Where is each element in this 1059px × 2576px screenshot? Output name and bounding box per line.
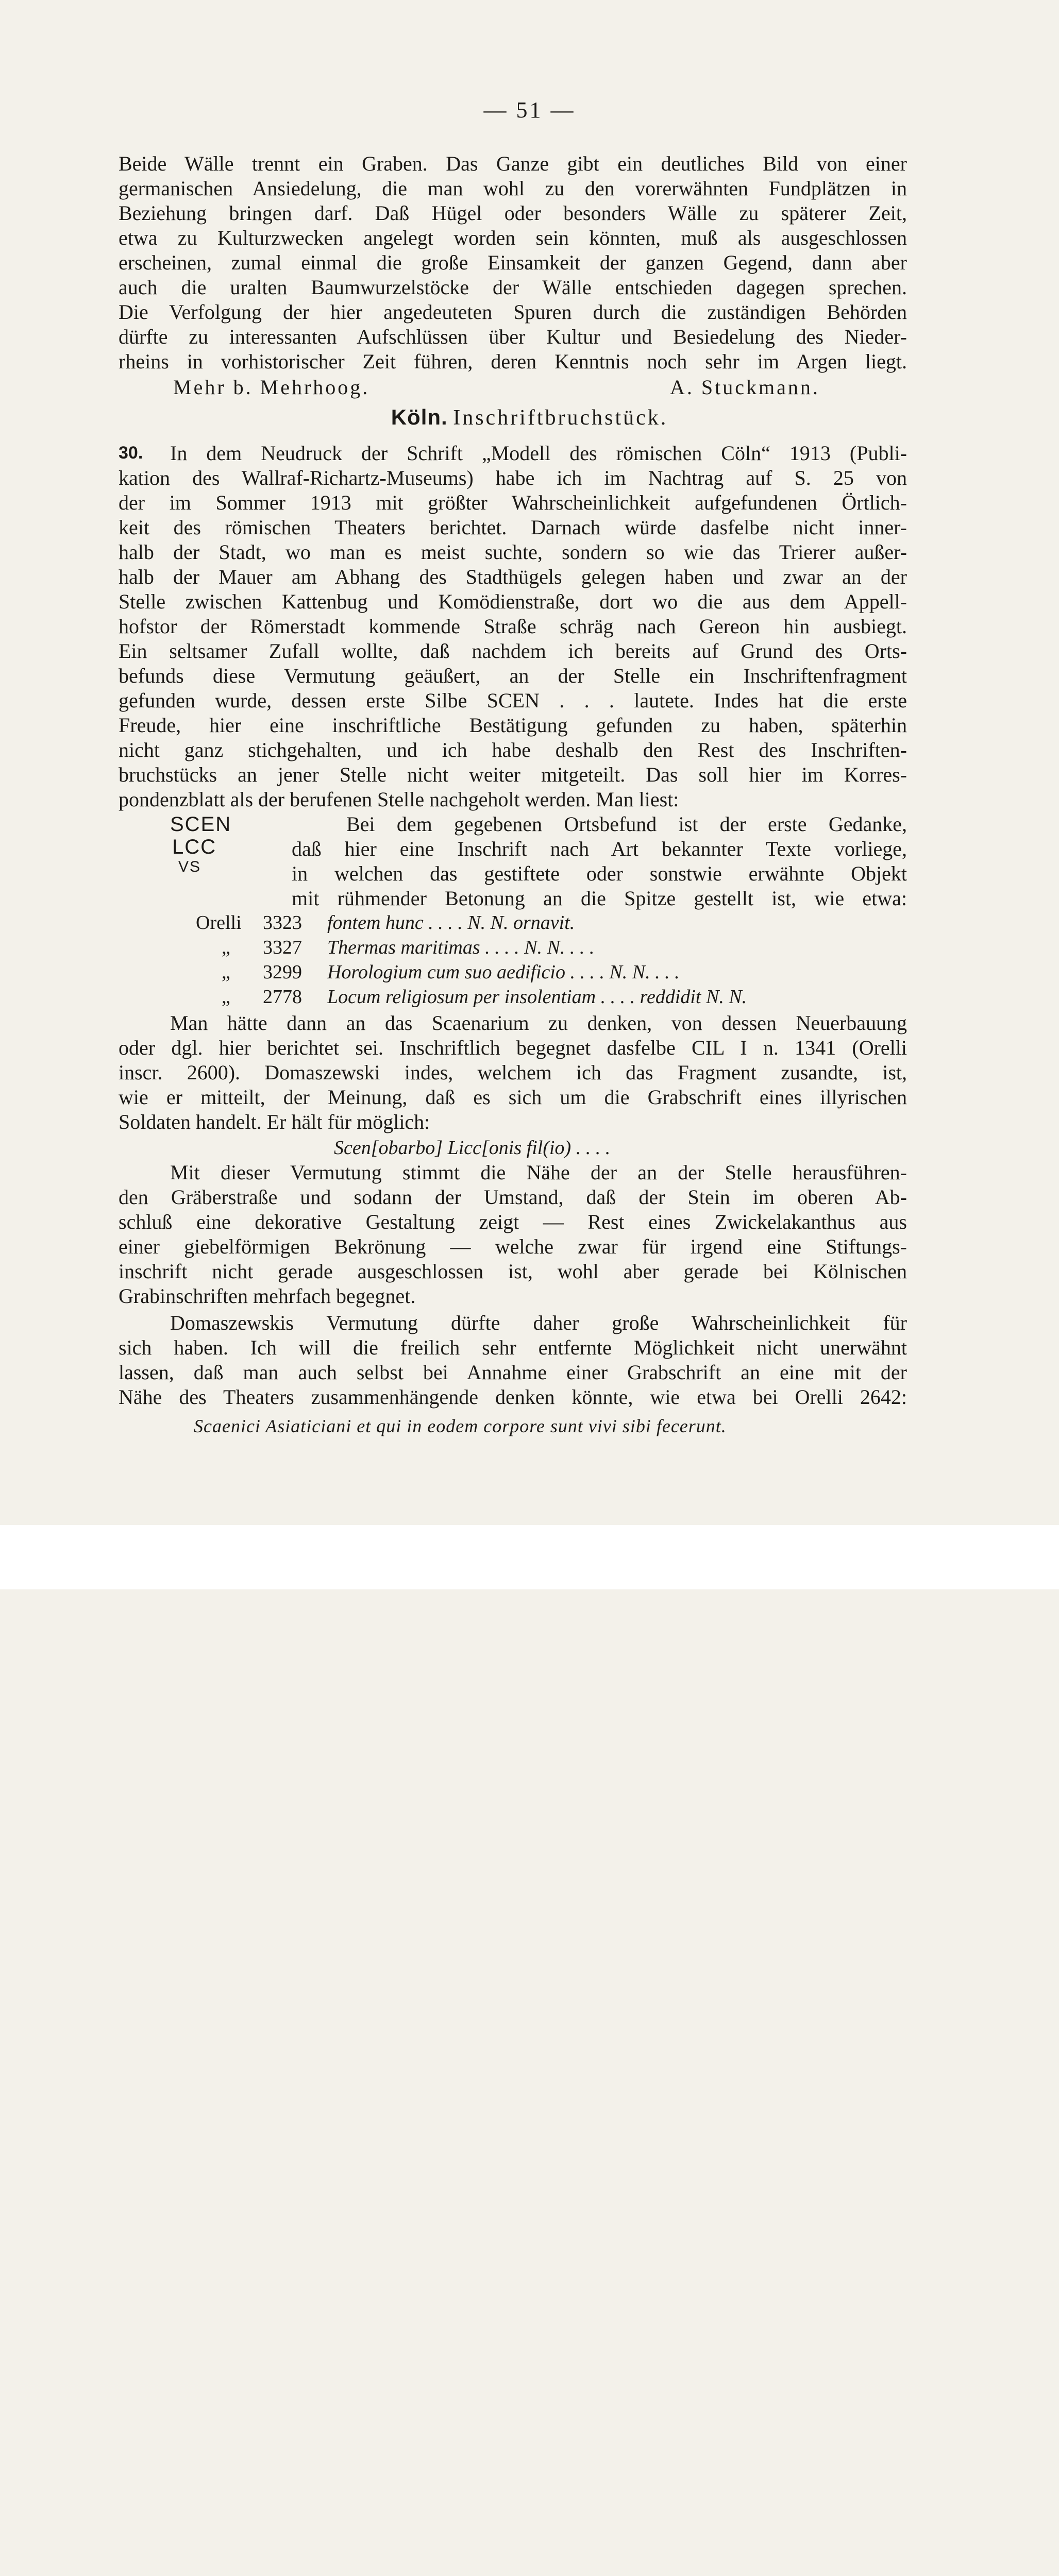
para2-line-1: In dem Neudruck der Schrift „Modell des römischen Cöln“ 1913 (Publi-	[170, 442, 907, 465]
citation-ref-4: „	[222, 986, 230, 1008]
para4-line-3: schluß eine dekorative Gestaltung zeigt — Rest eines Zwickelakanthus aus	[119, 1210, 907, 1233]
heading-subject: Inschriftbruchstück.	[453, 406, 668, 430]
citation-text-1: fontem hunc . . . . N. N. ornavit.	[327, 912, 575, 934]
para3-line-5: Soldaten handelt. Er hält für möglich:	[119, 1110, 430, 1133]
para3-line-4: wie er mitteilt, der Meinung, daß es sich um die Grabschrift eines illyrischen	[119, 1086, 907, 1109]
para2-line-7: Stelle zwischen Kattenbug und Komödienstraße, dort wo die aus dem Appell-	[119, 590, 907, 613]
signature-place: Mehr b. Mehrhoog.	[173, 376, 370, 399]
para5-line-1: Domaszewskis Vermutung dürfte daher große Wahrscheinlichkeit für	[170, 1311, 907, 1334]
para1-line-4: etwa zu Kulturzwecken angelegt worden sein könnten, muß als ausgeschlossen	[119, 226, 907, 249]
heading-city: Köln.	[391, 405, 448, 429]
para3-line-3: inscr. 2600). Domaszewski indes, welchem ich das Fragment zusandte, ist,	[119, 1061, 907, 1084]
fragment-text-line-4: mit rühmender Betonung an die Spitze gestellt ist, wie etwa:	[292, 887, 907, 910]
fragment-line-1: SCEN	[170, 813, 232, 836]
fragment-line-2: LCC	[172, 836, 217, 858]
section-heading	[0, 405, 1059, 430]
fragment-text-line-3: in welchen das gestiftete oder sonstwie erwähnte Objekt	[292, 862, 907, 885]
fragment-text-line-2: daß hier eine Inschrift nach Art bekannter Texte vorliege,	[292, 837, 907, 860]
signature-author: A. Stuckmann.	[670, 376, 820, 399]
restoration-formula: Scen[obarbo] Licc[onis fil(io) . . . .	[334, 1137, 611, 1159]
para2-line-12: Freude, hier eine inschriftliche Bestätigung gefunden zu haben, späterhin	[119, 714, 907, 737]
para2-line-6: halb der Mauer am Abhang des Stadthügels gelegen haben und zwar an der	[119, 565, 907, 588]
para1-line-9: rheins in vorhistorischer Zeit führen, deren Kenntnis noch sehr im Argen liegt.	[119, 350, 907, 373]
citation-ref-2: „	[222, 937, 230, 958]
para1-line-5: erscheinen, zumal einmal die große Einsamkeit der ganzen Gegend, dann aber	[119, 251, 907, 274]
para2-line-15: pondenzblatt als der berufenen Stelle nachgeholt werden. Man liest:	[119, 788, 679, 811]
para4-line-1: Mit dieser Vermutung stimmt die Nähe der an der Stelle herausführen-	[170, 1161, 907, 1184]
para2-line-4: keit des römischen Theaters berichtet. Darnach würde dasfelbe nicht inner-	[119, 516, 907, 539]
para2-line-11: gefunden wurde, dessen erste Silbe SCEN . . . lautete. Indes hat die erste	[119, 689, 907, 712]
inscription-fragment	[170, 813, 231, 876]
para1-line-2: germanischen Ansiedelung, die man wohl zu den vorerwähnten Fundplätzen in	[119, 177, 907, 200]
para5-line-3: lassen, daß man auch selbst bei Annahme einer Grabschrift an eine mit der	[119, 1361, 907, 1384]
citation-num-4: 2778	[263, 986, 302, 1008]
para2-line-10: befunds diese Vermutung geäußert, an der Stelle ein Inschriftenfragment	[119, 664, 907, 687]
para1-line-1: Beide Wälle trennt ein Graben. Das Ganze gibt ein deutliches Bild von einer	[119, 152, 907, 175]
citation-text-3: Horologium cum suo aedificio . . . . N. N. . . .	[327, 961, 680, 983]
citation-num-3: 3299	[263, 961, 302, 983]
para4-line-6: Grabinschriften mehrfach begegnet.	[119, 1284, 416, 1308]
para1-line-3: Beziehung bringen darf. Daß Hügel oder besonders Wälle zu späterer Zeit,	[119, 201, 907, 225]
citation-text-4: Locum religiosum per insolentiam . . . . reddidit N. N.	[327, 986, 747, 1008]
citation-num-2: 3327	[263, 937, 302, 958]
para2-line-3: der im Sommer 1913 mit größter Wahrscheinlichkeit aufgefundenen Örtlich-	[119, 491, 907, 514]
para1-line-8: dürfte zu interessanten Aufschlüssen über Kultur und Besiedelung des Nieder-	[119, 325, 907, 348]
para5-line-4: Nähe des Theaters zusammenhängende denken könnte, wie etwa bei Orelli 2642:	[119, 1385, 907, 1409]
citation-text-2: Thermas maritimas . . . . N. N. . . .	[327, 937, 595, 958]
para2-line-14: bruchstücks an jener Stelle nicht weiter mitgeteilt. Das soll hier im Korres-	[119, 763, 907, 786]
fragment-text-line-1: Bei dem gegebenen Ortsbefund ist der erste Gedanke,	[346, 812, 907, 836]
para4-line-5: inschrift nicht gerade ausgeschlossen ist, wohl aber gerade bei Kölnischen	[119, 1260, 907, 1283]
para1-line-6: auch die uralten Baumwurzelstöcke der Wälle entschieden dagegen sprechen.	[119, 276, 907, 299]
citation-ref-3: „	[222, 961, 230, 983]
para4-line-2: den Gräberstraße und sodann der Umstand, daß der Stein im oberen Ab-	[119, 1185, 907, 1209]
citation-ref-1: Orelli	[196, 912, 242, 934]
para4-line-4: einer giebelförmigen Bekrönung — welche zwar für irgend eine Stiftungs-	[119, 1235, 907, 1258]
para5-line-2: sich haben. Ich will die freilich sehr entfernte Möglichkeit nicht unerwähnt	[119, 1336, 907, 1359]
final-quote: Scaenici Asiaticiani et qui in eodem corpore sunt vivi sibi fecerunt.	[194, 1416, 727, 1436]
para3-line-1: Man hätte dann an das Scaenarium zu denken, von dessen Neuerbauung	[170, 1011, 907, 1035]
fragment-line-3: VS	[178, 858, 201, 875]
para2-line-8: hofstor der Römerstadt kommende Straße schräg nach Gereon hin ausbiegt.	[119, 615, 907, 638]
para2-line-13: nicht ganz stichgehalten, und ich habe deshalb den Rest des Inschriften-	[119, 738, 907, 761]
citation-num-1: 3323	[263, 912, 302, 934]
para2-line-5: halb der Stadt, wo man es meist suchte, sondern so wie das Trierer außer-	[119, 540, 907, 564]
page-number: — 51 —	[483, 97, 576, 123]
item-number: 30.	[119, 443, 143, 463]
para1-line-7: Die Verfolgung der hier angedeuteten Spuren durch die zuständigen Behörden	[119, 300, 907, 324]
para2-line-9: Ein seltsamer Zufall wollte, daß nachdem ich bereits auf Grund des Orts-	[119, 639, 907, 663]
para3-line-2: oder dgl. hier berichtet sei. Inschriftlich begegnet dasfelbe CIL I n. 1341 (Orelli	[119, 1036, 907, 1059]
para2-line-2: kation des Wallraf-Richartz-Museums) habe ich im Nachtrag auf S. 25 von	[119, 466, 907, 489]
footer-bar	[0, 1525, 1059, 1589]
